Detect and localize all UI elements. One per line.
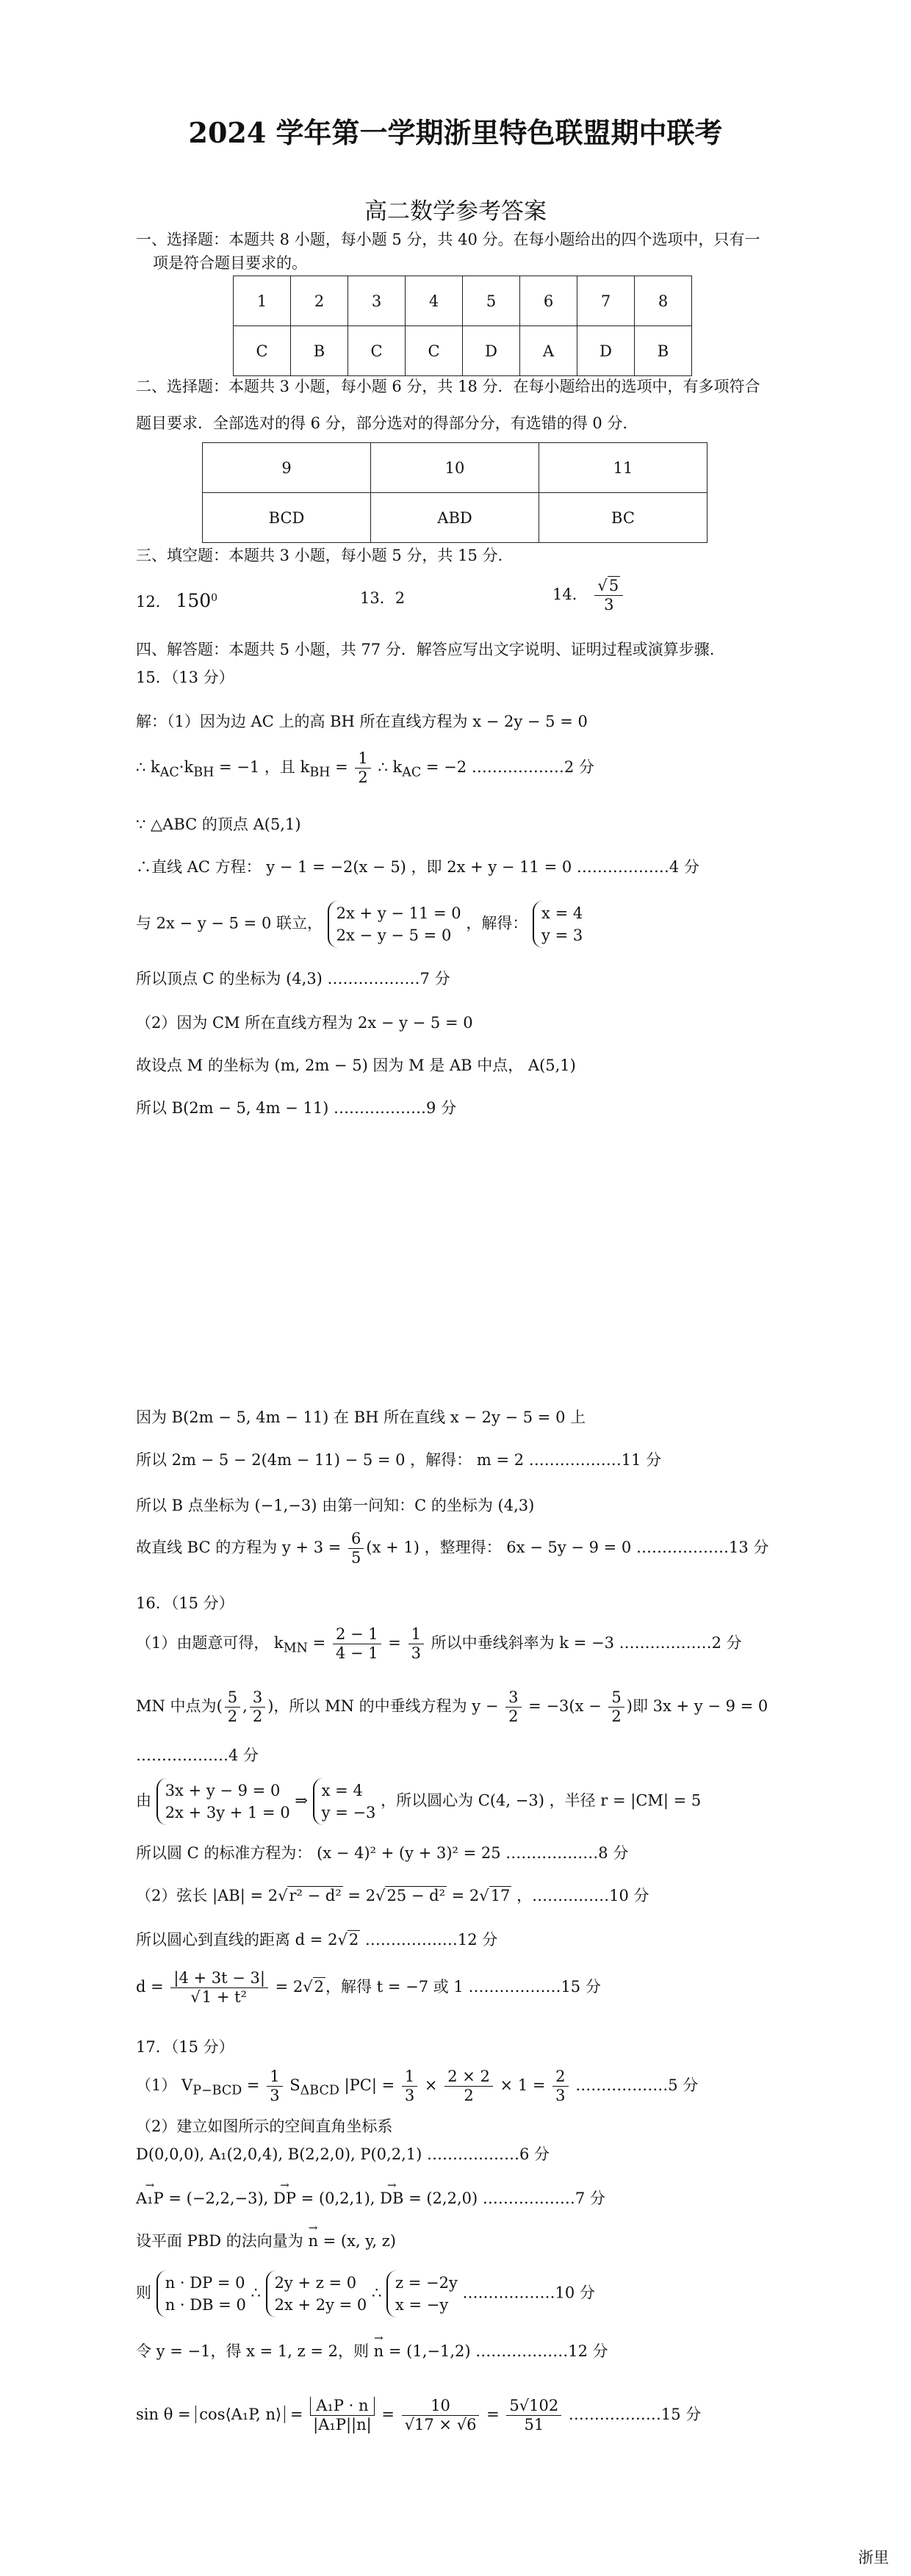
table-cell: 11: [539, 443, 707, 493]
q17-system-line: 则 n · DP = 0 n · DB = 0 ∴ 2y + z = 0 2x + 2y = 0 ∴ z = −2y x = −y ………………10 分: [136, 2270, 595, 2317]
table-cell: 7: [577, 276, 635, 326]
section3-heading: 三、填空题：本题共 3 小题，每小题 5 分，共 15 分.: [136, 547, 503, 564]
q15-line: ∴直线 AC 方程： y − 1 = −2(x − 5) ，即 2x + y − 11 = 0 ………………4 分: [136, 858, 699, 876]
question-number-row: [203, 443, 707, 493]
section1-heading: 一、选择题：本题共 8 小题，每小题 5 分，共 40 分。在每小题给出的四个选项中，只有一: [136, 231, 760, 248]
q17-line: 令 y = −1，得 x = 1, z = 2，则 → n = (1,−1,2) ………………12 分: [136, 2341, 608, 2361]
footer-mark: 浙里: [858, 2549, 889, 2566]
question-number-row: [234, 276, 692, 326]
table-cell: ABD: [371, 493, 539, 543]
answer-row: [203, 493, 707, 543]
answer-row: [234, 326, 692, 376]
q15-line: 所以 2m − 5 − 2(4m − 11) − 5 = 0 ，解得： m = 2 ………………11 分: [136, 1451, 662, 1469]
table-cell: B: [635, 326, 692, 376]
q15-header: 15．（13 分）: [136, 669, 234, 686]
page-title: 2024 学年第一学期浙里特色联盟期中联考: [188, 116, 723, 149]
table-cell: BC: [539, 493, 707, 543]
table-cell: B: [291, 326, 348, 376]
multi-choice-answer-table: [202, 442, 707, 543]
q16-line: （1）由题意可得， $k_{MN}$ = $\frac{2 - 1}{4 - 1}$ = $\frac{1}{3}$ 所以中垂线斜率为 k = −3 ………………2 分: [136, 1625, 742, 1663]
q15-line: 因为 B(2m − 5, 4m − 11) 在 BH 所在直线 x − 2y − 5 = 0 上: [136, 1408, 586, 1426]
section2-heading: 二、选择题：本题共 3 小题，每小题 6 分，共 18 分．在每小题给出的选项中，有多项符合: [136, 378, 760, 395]
q16-line: （2）弦长 |AB| = 2√r² − d² = 2√25 − d² = 2√17 ，……………10 分: [136, 1887, 649, 1904]
section1-heading-cont: 项是符合题目要求的。: [153, 254, 307, 272]
table-cell: 10: [371, 443, 539, 493]
q15-line: 故直线 BC 的方程为 y + 3 = $\frac{6}{5}$ (x + 1) ，整理得： 6x − 5y − 9 = 0 ………………13 分: [136, 1530, 769, 1567]
q15-line: 所以 B 点坐标为 (−1,−3) 由第一问知：C 的坐标为 (4,3): [136, 1497, 535, 1514]
table-cell: 6: [520, 276, 577, 326]
section2-heading-cont: 题目要求．全部选对的得 6 分，部分选对的得部分分，有选错的得 0 分.: [136, 414, 628, 432]
table-cell: 3: [348, 276, 406, 326]
table-cell: C: [348, 326, 406, 376]
q15-line: （2）因为 CM 所在直线方程为 2x − y − 5 = 0: [136, 1014, 473, 1032]
q15-line: 故设点 M 的坐标为 (m, 2m − 5) 因为 M 是 AB 中点， A(5,1): [136, 1057, 576, 1074]
table-cell: D: [577, 326, 635, 376]
table-cell: 2: [291, 276, 348, 326]
q16-line: MN 中点为( $\frac{5}{2}$ , $\frac{3}{2}$ )，所以 MN 的中垂线方程为 y − $\frac{3}{2}$ = −3(x − $\frac{5}{2}$ )即 3x + y − 9 = 0: [136, 1688, 768, 1726]
q17-line: sin θ = cos⟨A₁P, n⟩ = $\frac{\text{A₁P · n}}{\text{|A₁P||n|}}$ = $\frac{10}{√17 \times √6}$ = $\frac{5√102}{51}$ ………………15 分: [136, 2397, 702, 2434]
table-cell: 4: [406, 276, 463, 326]
choice-answer-table: [233, 276, 692, 376]
q16-header: 16．（15 分）: [136, 1594, 234, 1612]
q17-line: → A₁P = (−2,2,−3), → DP = (0,2,1), → DB = (2,2,0) ………………7 分: [136, 2188, 605, 2209]
q16-line: 所以圆 C 的标准方程为： (x − 4)² + (y + 3)² = 25 ………………8 分: [136, 1844, 629, 1862]
answer-12: 12． $150^0$: [136, 590, 218, 611]
section4-heading: 四、解答题：本题共 5 小题，共 77 分．解答应写出文字说明、证明过程或演算步骤.: [136, 641, 715, 658]
table-cell: C: [406, 326, 463, 376]
q16-line: d = $\frac{|4 + 3t - 3|}{\text{√1 + t²}}$ = 2√2，解得 t = −7 或 1 ………………15 分: [136, 1969, 601, 2007]
table-cell: 5: [463, 276, 520, 326]
q17-header: 17．（15 分）: [136, 2038, 234, 2056]
q15-line: ∴ $k_{AC}\cdot k_{BH} = -1$ ，且 $k_{BH}$ = $\frac{1}{2}$ ∴ $k_{AC} = -2$ ………………2 分: [136, 749, 594, 787]
q17-line: D(0,0,0), A₁(2,0,4), B(2,2,0), P(0,2,1) ………………6 分: [136, 2145, 550, 2163]
q16-line: 所以圆心到直线的距离 d = 2√2 ………………12 分: [136, 1931, 498, 1949]
q15-line: 所以顶点 C 的坐标为 (4,3) ………………7 分: [136, 970, 450, 987]
table-cell: C: [234, 326, 291, 376]
table-cell: D: [463, 326, 520, 376]
q16-system-line: 由 3x + y − 9 = 0 2x + 3y + 1 = 0 ⇒ x = 4 y = −3 ，所以圆心为 C(4, −3) ，半径 r = |CM| = 5: [136, 1778, 701, 1825]
answer-13: 13．2: [360, 589, 406, 607]
table-cell: 8: [635, 276, 692, 326]
table-cell: 1: [234, 276, 291, 326]
q16-line: ………………4 分: [136, 1746, 259, 1764]
table-cell: BCD: [203, 493, 371, 543]
q15-system-line: 与 2x − y − 5 = 0 联立， 2x + y − 11 = 0 2x − y − 5 = 0 ，解得： x = 4 y = 3: [136, 901, 583, 948]
table-cell: 9: [203, 443, 371, 493]
q17-line: 设平面 PBD 的法向量为 → n = (x, y, z): [136, 2231, 396, 2251]
q15-line: ∵ △ABC 的顶点 A(5,1): [136, 816, 301, 833]
q17-line: （2）建立如图所示的空间直角坐标系: [136, 2118, 393, 2135]
table-cell: A: [520, 326, 577, 376]
q15-line: 所以 B(2m − 5, 4m − 11) ………………9 分: [136, 1099, 457, 1117]
page-subtitle: 高二数学参考答案: [364, 198, 547, 225]
q15-line: 解：（1）因为边 AC 上的高 BH 所在直线方程为 x − 2y − 5 = 0: [136, 713, 588, 730]
answer-14: 14． $\frac{√5}{3}$: [552, 577, 625, 614]
q17-line: （1） $V_{P-BCD}$ = $\frac{1}{3}$ $S_{\Delta BCD}$ |PC| = $\frac{1}{3}$ × $\frac{2 \times 2}{2}$ × 1 = $\frac{2}{3}$ ………………5 分: [136, 2068, 699, 2105]
